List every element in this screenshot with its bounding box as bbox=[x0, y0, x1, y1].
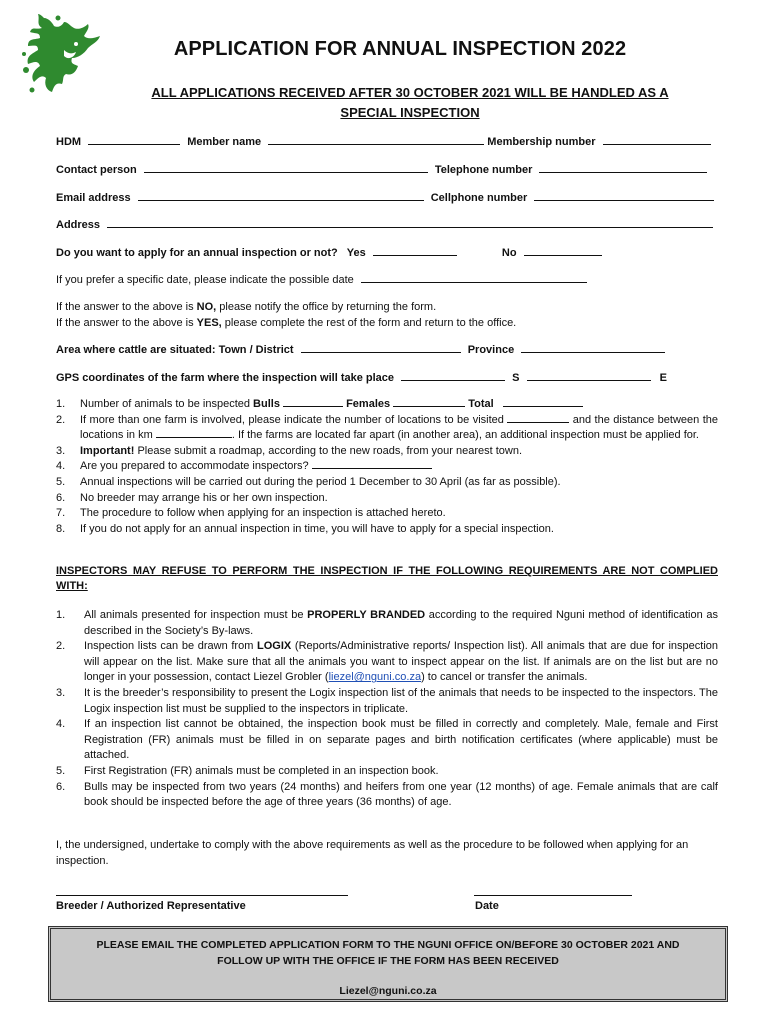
note-yes bbox=[56, 315, 716, 331]
item-text: Number of animals to be inspected bbox=[80, 398, 254, 410]
item-number: 1. bbox=[56, 609, 66, 621]
no-field[interactable] bbox=[524, 246, 602, 256]
gps-s-field[interactable] bbox=[527, 371, 651, 381]
bulls-label: Bulls bbox=[253, 398, 280, 410]
declaration-text: I, the undersigned, undertake to comply with the above requirements as well as the procedure to be followed when applying for an inspection. bbox=[56, 839, 689, 867]
females-field[interactable] bbox=[393, 397, 465, 407]
area-label: Area where cattle are situated: Town / District bbox=[56, 344, 294, 356]
item-text: Bulls may be inspected from two years (24 months) and heifers from one year (12 months) of age. Female animals that are calf book should be inspected before the age of three years (36 months) of age. bbox=[84, 780, 718, 809]
requirements-list bbox=[56, 608, 718, 811]
distance-field[interactable] bbox=[156, 428, 232, 438]
list-item bbox=[56, 506, 718, 522]
list-item bbox=[56, 459, 718, 475]
item-number: 5. bbox=[56, 764, 66, 777]
note-text: If the answer to the above is bbox=[56, 301, 197, 313]
no-label: No bbox=[501, 247, 517, 259]
list-item bbox=[56, 608, 718, 639]
email-row bbox=[56, 191, 716, 204]
breeder-label: Breeder / Authorized Representative bbox=[56, 900, 246, 912]
footer-email[interactable]: Liezel@nguni.co.za bbox=[339, 985, 437, 997]
email-label: Email address bbox=[56, 192, 131, 204]
list-item bbox=[56, 639, 718, 686]
area-field[interactable] bbox=[301, 343, 461, 353]
note-bold: YES, bbox=[196, 317, 222, 329]
specific-date-label: If you prefer a specific date, please indicate the possible date bbox=[56, 274, 354, 286]
item-number: 2. bbox=[56, 640, 66, 653]
item-number: 2. bbox=[56, 413, 66, 426]
note-text: If the answer to the above is bbox=[56, 317, 197, 329]
item-text: If an inspection list cannot be obtained, the inspection book must be filled in correctly and completely. Male, female and First Registration (FR) animals must be filled in on separate pages and birth notification certificates (where applicable) must be attached. bbox=[84, 718, 718, 762]
hdm-label: HDM bbox=[56, 136, 82, 148]
item-number: 4. bbox=[56, 718, 66, 731]
item-text: Please submit a roadmap, according to the new roads, from your nearest town. bbox=[134, 444, 523, 457]
item-number: 7. bbox=[56, 507, 66, 520]
province-label: Province bbox=[467, 344, 515, 356]
subtitle-line: ALL APPLICATIONS RECEIVED AFTER 30 OCTOBER 2021 WILL BE HANDLED AS A bbox=[151, 85, 669, 100]
list-item bbox=[56, 764, 718, 780]
item-number: 8. bbox=[56, 522, 66, 535]
list-item bbox=[56, 522, 718, 538]
item-text: . If the farms are located far apart (in another area), an additional inspection must be applied for. bbox=[231, 429, 699, 442]
item-text: First Registration (FR) animals must be completed in an inspection book. bbox=[84, 764, 439, 777]
item-number: 5. bbox=[56, 475, 66, 488]
item-text: If more than one farm is involved, please indicate the number of locations to be visited bbox=[80, 413, 504, 426]
footer-notice bbox=[48, 926, 728, 1002]
note-bold: NO, bbox=[196, 301, 217, 313]
list-item bbox=[56, 413, 718, 444]
footer-line: FOLLOW UP WITH THE OFFICE IF THE FORM HAS BEEN RECEIVED bbox=[217, 955, 559, 967]
specific-date-row bbox=[56, 273, 716, 286]
contact-person-label: Contact person bbox=[56, 164, 137, 176]
accommodate-field[interactable] bbox=[312, 459, 432, 469]
list-item bbox=[56, 475, 718, 491]
address-label: Address bbox=[56, 219, 101, 231]
gps-s-label: S bbox=[512, 372, 520, 384]
telephone-label: Telephone number bbox=[434, 164, 533, 176]
total-field[interactable] bbox=[503, 397, 583, 407]
item-text: Annual inspections will be carried out during the period 1 December to 30 April (as far as possible). bbox=[80, 475, 561, 488]
item-text: and the distance between the locations in km bbox=[80, 413, 718, 442]
item-number: 6. bbox=[56, 780, 66, 793]
females-label: Females bbox=[346, 398, 391, 410]
email-link[interactable]: liezel@nguni.co.za bbox=[328, 671, 422, 684]
contact-person-field[interactable] bbox=[144, 163, 428, 173]
apply-row bbox=[56, 246, 716, 259]
item-number: 3. bbox=[56, 686, 66, 699]
list-item bbox=[56, 780, 718, 811]
member-name-field[interactable] bbox=[268, 135, 484, 145]
item-number: 3. bbox=[56, 444, 66, 457]
item-text: It is the breeder’s responsibility to present the Logix inspection list of the animals that needs to be inspected to the inspectors. The Logix inspection list must be supplied to the inspectors in triplicate. bbox=[84, 686, 718, 715]
instructions-list bbox=[56, 397, 718, 537]
item-text: (Reports/Administrative reports/ Inspection list). All animals that are due for inspection will appear on the list. Make sure that all the animals you want to inspect appear on the list. If animals are on the list but are no longer in your possession, contact Liezel Grobler ( bbox=[84, 640, 718, 684]
item-text: Inspection lists can be drawn from bbox=[84, 640, 258, 653]
item-text: All animals presented for inspection must be bbox=[84, 609, 308, 621]
email-field[interactable] bbox=[138, 191, 424, 201]
list-item bbox=[56, 686, 718, 717]
membership-number-label: Membership number bbox=[487, 136, 596, 148]
signature-field[interactable] bbox=[56, 895, 348, 896]
hdm-field[interactable] bbox=[88, 135, 180, 145]
locations-field[interactable] bbox=[507, 413, 569, 423]
item-text: according to the required Nguni method of identification as described in the Society’s By-laws. bbox=[84, 609, 718, 637]
specific-date-field[interactable] bbox=[361, 273, 587, 283]
note-no bbox=[56, 299, 716, 315]
list-item bbox=[56, 717, 718, 764]
cellphone-label: Cellphone number bbox=[430, 192, 528, 204]
item-text: No breeder may arrange his or her own inspection. bbox=[80, 491, 328, 504]
gps-row bbox=[56, 371, 716, 384]
cellphone-field[interactable] bbox=[534, 191, 714, 201]
list-item bbox=[56, 491, 718, 507]
telephone-field[interactable] bbox=[539, 163, 707, 173]
item-text: ) to cancel or transfer the animals. bbox=[421, 671, 588, 684]
answer-notes bbox=[56, 299, 716, 331]
item-bold: Important! bbox=[80, 444, 135, 457]
gps-field-1[interactable] bbox=[401, 371, 505, 381]
province-field[interactable] bbox=[521, 343, 665, 353]
requirements-warning: INSPECTORS MAY REFUSE TO PERFORM THE INSPECTION IF THE FOLLOWING REQUIREMENTS ARE NOT COMPLIED WITH: bbox=[56, 565, 718, 592]
address-row bbox=[56, 218, 716, 231]
member-row bbox=[56, 135, 716, 148]
apply-question: Do you want to apply for an annual inspection or not? bbox=[56, 247, 338, 259]
area-row bbox=[56, 343, 716, 356]
item-number: 6. bbox=[56, 491, 66, 504]
item-bold: LOGIX bbox=[257, 640, 292, 653]
item-bold: PROPERLY BRANDED bbox=[307, 609, 426, 621]
list-item bbox=[56, 397, 718, 413]
item-text: The procedure to follow when applying for an inspection is attached hereto. bbox=[80, 507, 446, 520]
item-number: 1. bbox=[56, 398, 66, 410]
item-text: Are you prepared to accommodate inspectors? bbox=[80, 460, 309, 473]
note-text: please notify the office by returning the form. bbox=[216, 301, 437, 313]
member-name-label: Member name bbox=[187, 136, 262, 148]
gps-label: GPS coordinates of the farm where the inspection will take place bbox=[56, 372, 395, 384]
total-label: Total bbox=[468, 398, 494, 410]
yes-label: Yes bbox=[346, 247, 366, 259]
page-title: APPLICATION FOR ANNUAL INSPECTION 2022 bbox=[173, 38, 627, 60]
note-text: please complete the rest of the form and return to the office. bbox=[221, 317, 517, 329]
membership-number-field[interactable] bbox=[603, 135, 711, 145]
contact-row bbox=[56, 163, 716, 176]
item-number: 4. bbox=[56, 460, 66, 473]
date-label: Date bbox=[475, 900, 499, 912]
address-field[interactable] bbox=[107, 218, 713, 228]
item-text: If you do not apply for an annual inspection in time, you will have to apply for a special inspection. bbox=[80, 522, 554, 535]
gps-e-label: E bbox=[659, 372, 667, 384]
list-item bbox=[56, 444, 718, 460]
footer-line: PLEASE EMAIL THE COMPLETED APPLICATION FORM TO THE NGUNI OFFICE ON/BEFORE 30 OCTOBER 2021 AND bbox=[96, 939, 680, 951]
yes-field[interactable] bbox=[373, 246, 457, 256]
date-field[interactable] bbox=[474, 895, 632, 896]
subtitle-line: SPECIAL INSPECTION bbox=[340, 105, 480, 120]
page-subtitle bbox=[80, 83, 740, 123]
bulls-field[interactable] bbox=[283, 397, 343, 407]
